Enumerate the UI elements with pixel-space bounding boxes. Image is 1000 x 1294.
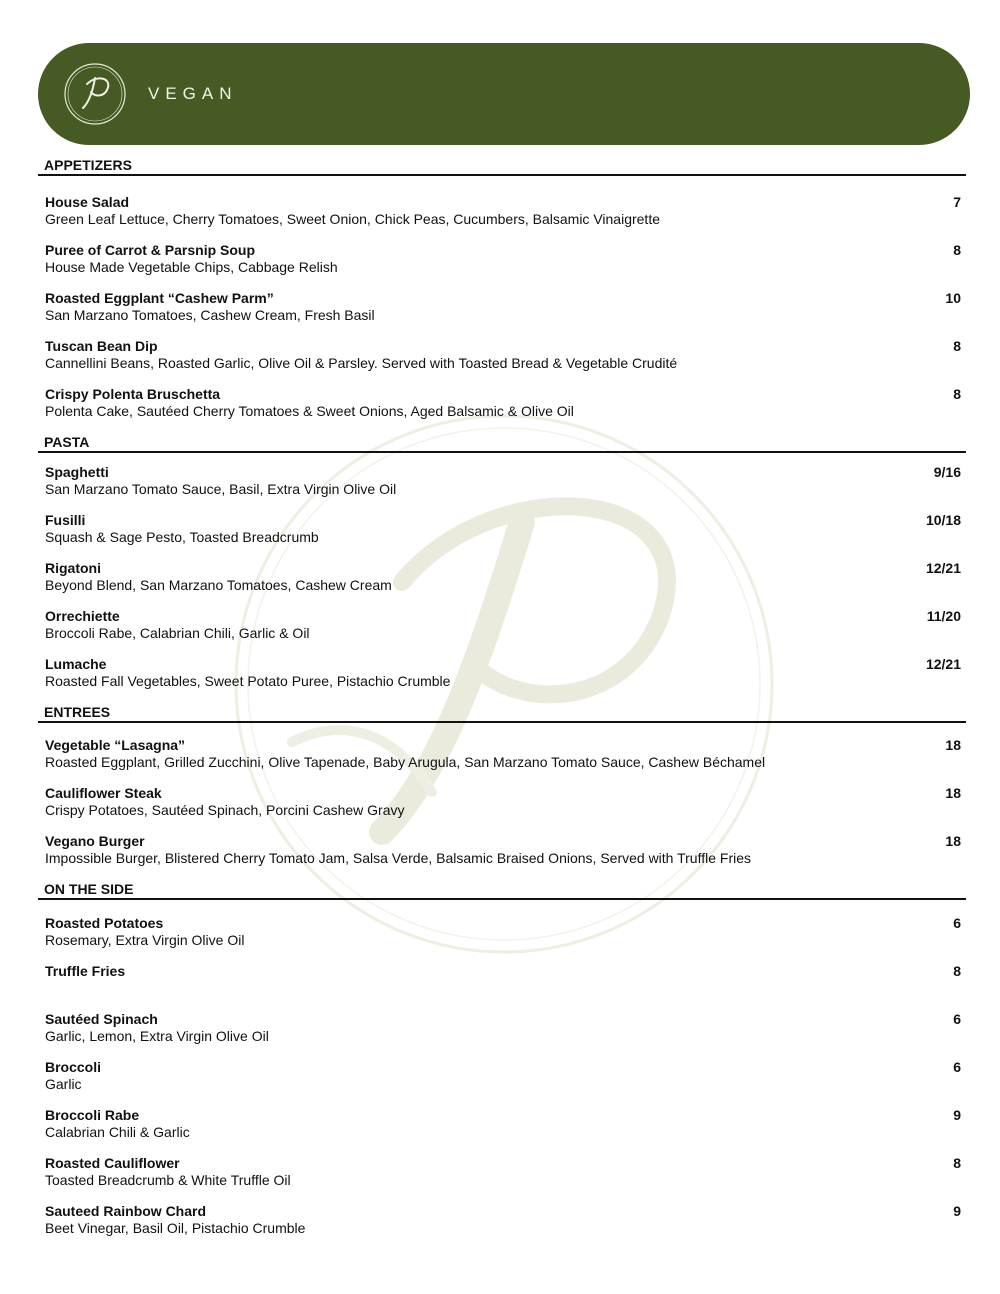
menu-item xyxy=(38,1059,966,1107)
item-description: Broccoli Rabe, Calabrian Chili, Garlic & Oil xyxy=(45,625,310,641)
item-description: Green Leaf Lettuce, Cherry Tomatoes, Sweet Onion, Chick Peas, Cucumbers, Balsamic Vinaigrette xyxy=(45,211,661,227)
item-price: 9 xyxy=(953,1107,961,1123)
item-description: Impossible Burger, Blistered Cherry Tomato Jam, Salsa Verde, Balsamic Braised Onions, Served with Truffle Fries xyxy=(45,850,752,866)
item-description: San Marzano Tomatoes, Cashew Cream, Fresh Basil xyxy=(45,307,375,323)
item-name: Vegano Burger xyxy=(45,833,145,849)
item-description: San Marzano Tomato Sauce, Basil, Extra Virgin Olive Oil xyxy=(45,481,397,497)
item-price: 8 xyxy=(953,386,961,402)
menu-item xyxy=(38,915,966,963)
item-price: 8 xyxy=(953,338,961,354)
menu-item xyxy=(38,833,966,881)
section-title: ON THE SIDE xyxy=(38,881,966,900)
section-appetizers xyxy=(38,157,966,434)
menu-item xyxy=(38,785,966,833)
item-description: Polenta Cake, Sautéed Cherry Tomatoes & Sweet Onions, Aged Balsamic & Olive Oil xyxy=(45,403,574,419)
item-description: Cannellini Beans, Roasted Garlic, Olive Oil & Parsley. Served with Toasted Bread & Vegetable Crudité xyxy=(45,355,678,371)
section-pasta xyxy=(38,434,966,704)
item-description: Rosemary, Extra Virgin Olive Oil xyxy=(45,932,245,948)
menu-item xyxy=(38,1203,966,1251)
menu-item xyxy=(38,737,966,785)
item-description: Calabrian Chili & Garlic xyxy=(45,1124,190,1140)
item-price: 11/20 xyxy=(926,608,961,624)
item-price: 10 xyxy=(945,290,961,306)
item-name: House Salad xyxy=(45,194,130,210)
item-description: Garlic xyxy=(45,1076,82,1092)
item-name: Broccoli Rabe xyxy=(45,1107,140,1123)
header-banner xyxy=(38,43,970,145)
section-entrees xyxy=(38,704,966,881)
item-price: 8 xyxy=(953,963,961,979)
item-price: 18 xyxy=(945,833,961,849)
item-price: 6 xyxy=(953,1011,961,1027)
item-price: 18 xyxy=(945,737,961,753)
item-description: Toasted Breadcrumb & White Truffle Oil xyxy=(45,1172,291,1188)
menu-item xyxy=(38,1011,966,1059)
item-name: Roasted Potatoes xyxy=(45,915,164,931)
item-name: Orrechiette xyxy=(45,608,120,624)
item-price: 8 xyxy=(953,1155,961,1171)
item-name: Roasted Eggplant “Cashew Parm” xyxy=(45,290,274,306)
item-name: Spaghetti xyxy=(45,464,109,480)
item-name: Sautéed Spinach xyxy=(45,1011,158,1027)
item-price: 10/18 xyxy=(925,512,961,528)
item-name: Fusilli xyxy=(45,512,86,528)
restaurant-logo-icon xyxy=(63,62,127,126)
item-description: Crispy Potatoes, Sautéed Spinach, Porcini Cashew Gravy xyxy=(45,802,405,818)
menu-item xyxy=(38,194,966,242)
menu-item xyxy=(38,963,966,1011)
item-description: Beet Vinegar, Basil Oil, Pistachio Crumble xyxy=(45,1220,306,1236)
menu-title: VEGAN xyxy=(148,84,238,103)
menu-item xyxy=(38,656,966,704)
item-name: Truffle Fries xyxy=(45,963,126,979)
item-description: Roasted Eggplant, Grilled Zucchini, Olive Tapenade, Baby Arugula, San Marzano Tomato Sauce, Cashew Béchamel xyxy=(45,754,766,770)
menu-item xyxy=(38,386,966,434)
menu-item xyxy=(38,338,966,386)
section-title: APPETIZERS xyxy=(38,157,966,176)
item-name: Broccoli xyxy=(45,1059,102,1075)
item-name: Puree of Carrot & Parsnip Soup xyxy=(45,242,256,258)
menu-item xyxy=(38,1107,966,1155)
item-price: 9/16 xyxy=(933,464,961,480)
item-name: Tuscan Bean Dip xyxy=(45,338,158,354)
item-price: 8 xyxy=(953,242,961,258)
item-price: 6 xyxy=(953,1059,961,1075)
menu-item xyxy=(38,512,966,560)
item-description: House Made Vegetable Chips, Cabbage Relish xyxy=(45,259,338,275)
item-name: Vegetable “Lasagna” xyxy=(45,737,186,753)
item-description: Beyond Blend, San Marzano Tomatoes, Cashew Cream xyxy=(45,577,392,593)
item-description: Squash & Sage Pesto, Toasted Breadcrumb xyxy=(45,529,319,545)
item-price: 18 xyxy=(945,785,961,801)
menu-item xyxy=(38,242,966,290)
item-name: Lumache xyxy=(45,656,107,672)
item-name: Cauliflower Steak xyxy=(45,785,162,801)
section-title: PASTA xyxy=(38,434,966,453)
section-title: ENTREES xyxy=(38,704,966,723)
menu-item xyxy=(38,1155,966,1203)
item-name: Roasted Cauliflower xyxy=(45,1155,180,1171)
item-description: Roasted Fall Vegetables, Sweet Potato Puree, Pistachio Crumble xyxy=(45,673,451,689)
item-description: Garlic, Lemon, Extra Virgin Olive Oil xyxy=(45,1028,269,1044)
item-price: 9 xyxy=(953,1203,961,1219)
item-name: Crispy Polenta Bruschetta xyxy=(45,386,221,402)
item-price: 6 xyxy=(953,915,961,931)
menu-item xyxy=(38,290,966,338)
menu-item xyxy=(38,464,966,512)
item-name: Sauteed Rainbow Chard xyxy=(45,1203,207,1219)
menu-item xyxy=(38,608,966,656)
section-on-the-side xyxy=(38,881,966,1251)
item-name: Rigatoni xyxy=(45,560,101,576)
menu-item xyxy=(38,560,966,608)
item-price: 7 xyxy=(953,194,961,210)
item-price: 12/21 xyxy=(925,560,961,576)
item-price: 12/21 xyxy=(925,656,961,672)
